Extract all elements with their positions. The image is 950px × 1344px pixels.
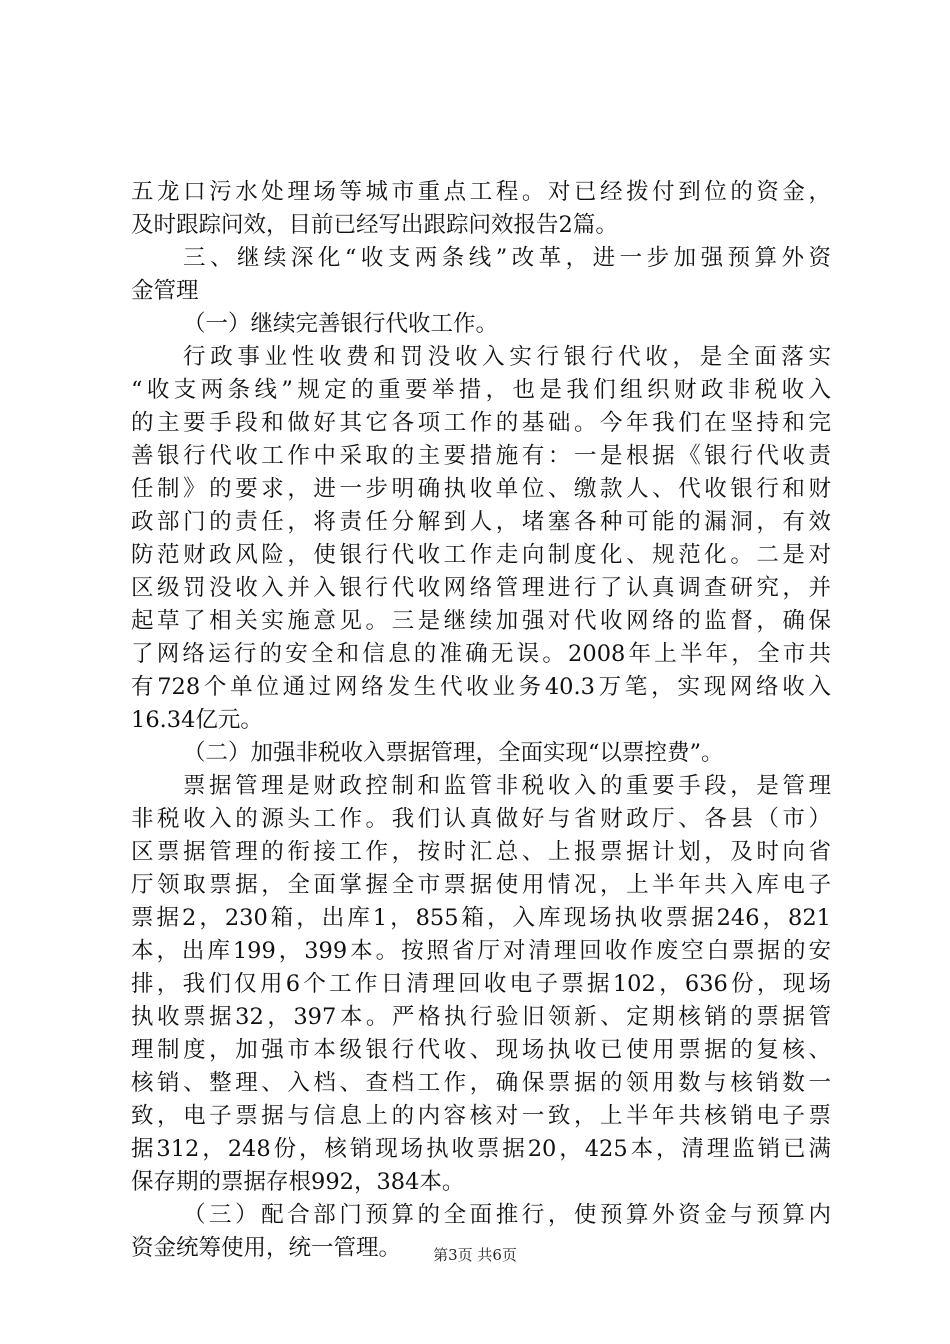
text-line: 防范财政风险，使银行代收工作走向制度化、规范化。二是对	[131, 542, 831, 568]
text-line: 核销、整理、入档、查档工作，确保票据的领用数与核销数一	[131, 1070, 831, 1096]
text-line: 执收票据32，397本。严格执行验旧领新、定期核销的票据管	[131, 1004, 831, 1030]
subheading-2: （二）加强非税收入票据管理，全面实现“以票控费”。	[183, 740, 724, 766]
text-line: 排，我们仅用6个工作日清理回收电子票据102，636份，现场	[131, 971, 831, 997]
text-line: 政部门的责任，将责任分解到人，堵塞各种可能的漏洞，有效	[131, 509, 831, 535]
text-line: 票据管理是财政控制和监管非税收入的重要手段，是管理	[183, 773, 831, 799]
text-line: 本，出库199，399本。按照省厅对清理回收作废空白票据的安	[131, 938, 831, 964]
text-line: 起草了相关实施意见。三是继续加强对代收网络的监督，确保	[131, 608, 831, 634]
text-line: 非税收入的源头工作。我们认真做好与省财政厅、各县（市）	[131, 806, 831, 832]
section-heading-3-cont: 金管理	[131, 278, 199, 304]
text-line: 厅领取票据，全面掌握全市票据使用情况，上半年共入库电子	[131, 872, 831, 898]
subheading-3: （三）配合部门预算的全面推行，使预算外资金与预算内	[183, 1202, 831, 1228]
text-line: 及时跟踪问效，目前已经写出跟踪问效报告2篇。	[131, 212, 618, 238]
text-line: 五龙口污水处理场等城市重点工程。对已经拨付到位的资金，	[131, 179, 831, 205]
subheading-3-cont: 资金统筹使用，统一管理。	[131, 1235, 402, 1261]
text-line: 区级罚没收入并入银行代收网络管理进行了认真调查研究，并	[131, 575, 831, 601]
text-line: 票据2，230箱，出库1，855箱，入库现场执收票据246，821	[131, 905, 831, 931]
section-heading-3: 三、继续深化“收支两条线”改革，进一步加强预算外资	[183, 245, 831, 271]
text-line: 了网络运行的安全和信息的准确无误。2008年上半年，全市共	[131, 641, 831, 667]
text-line: 区票据管理的衔接工作，按时汇总、上报票据计划，及时向省	[131, 839, 831, 865]
text-line: 致，电子票据与信息上的内容核对一致，上半年共核销电子票	[131, 1103, 831, 1129]
document-body	[131, 176, 831, 1265]
subheading-1: （一）继续完善银行代收工作。	[183, 311, 499, 337]
page-number-footer: 第3页 共6页	[433, 1246, 517, 1264]
text-line: 的主要手段和做好其它各项工作的基础。今年我们在坚持和完	[131, 410, 831, 436]
text-line: 行政事业性收费和罚没收入实行银行代收，是全面落实	[183, 344, 831, 370]
text-line: 有728个单位通过网络发生代收业务40.3万笔，实现网络收入	[131, 674, 831, 700]
text-line: 任制》的要求，进一步明确执收单位、缴款人、代收银行和财	[131, 476, 831, 502]
text-line: 16.34亿元。	[131, 707, 263, 733]
text-line: “收支两条线”规定的重要举措，也是我们组织财政非税收入	[131, 377, 831, 403]
text-line: 保存期的票据存根992，384本。	[131, 1169, 465, 1195]
text-line: 据312，248份，核销现场执收票据20，425本，清理监销已满	[131, 1136, 831, 1162]
text-line: 理制度，加强市本级银行代收、现场执收已使用票据的复核、	[131, 1037, 831, 1063]
text-line: 善银行代收工作中采取的主要措施有：一是根据《银行代收责	[131, 443, 831, 469]
